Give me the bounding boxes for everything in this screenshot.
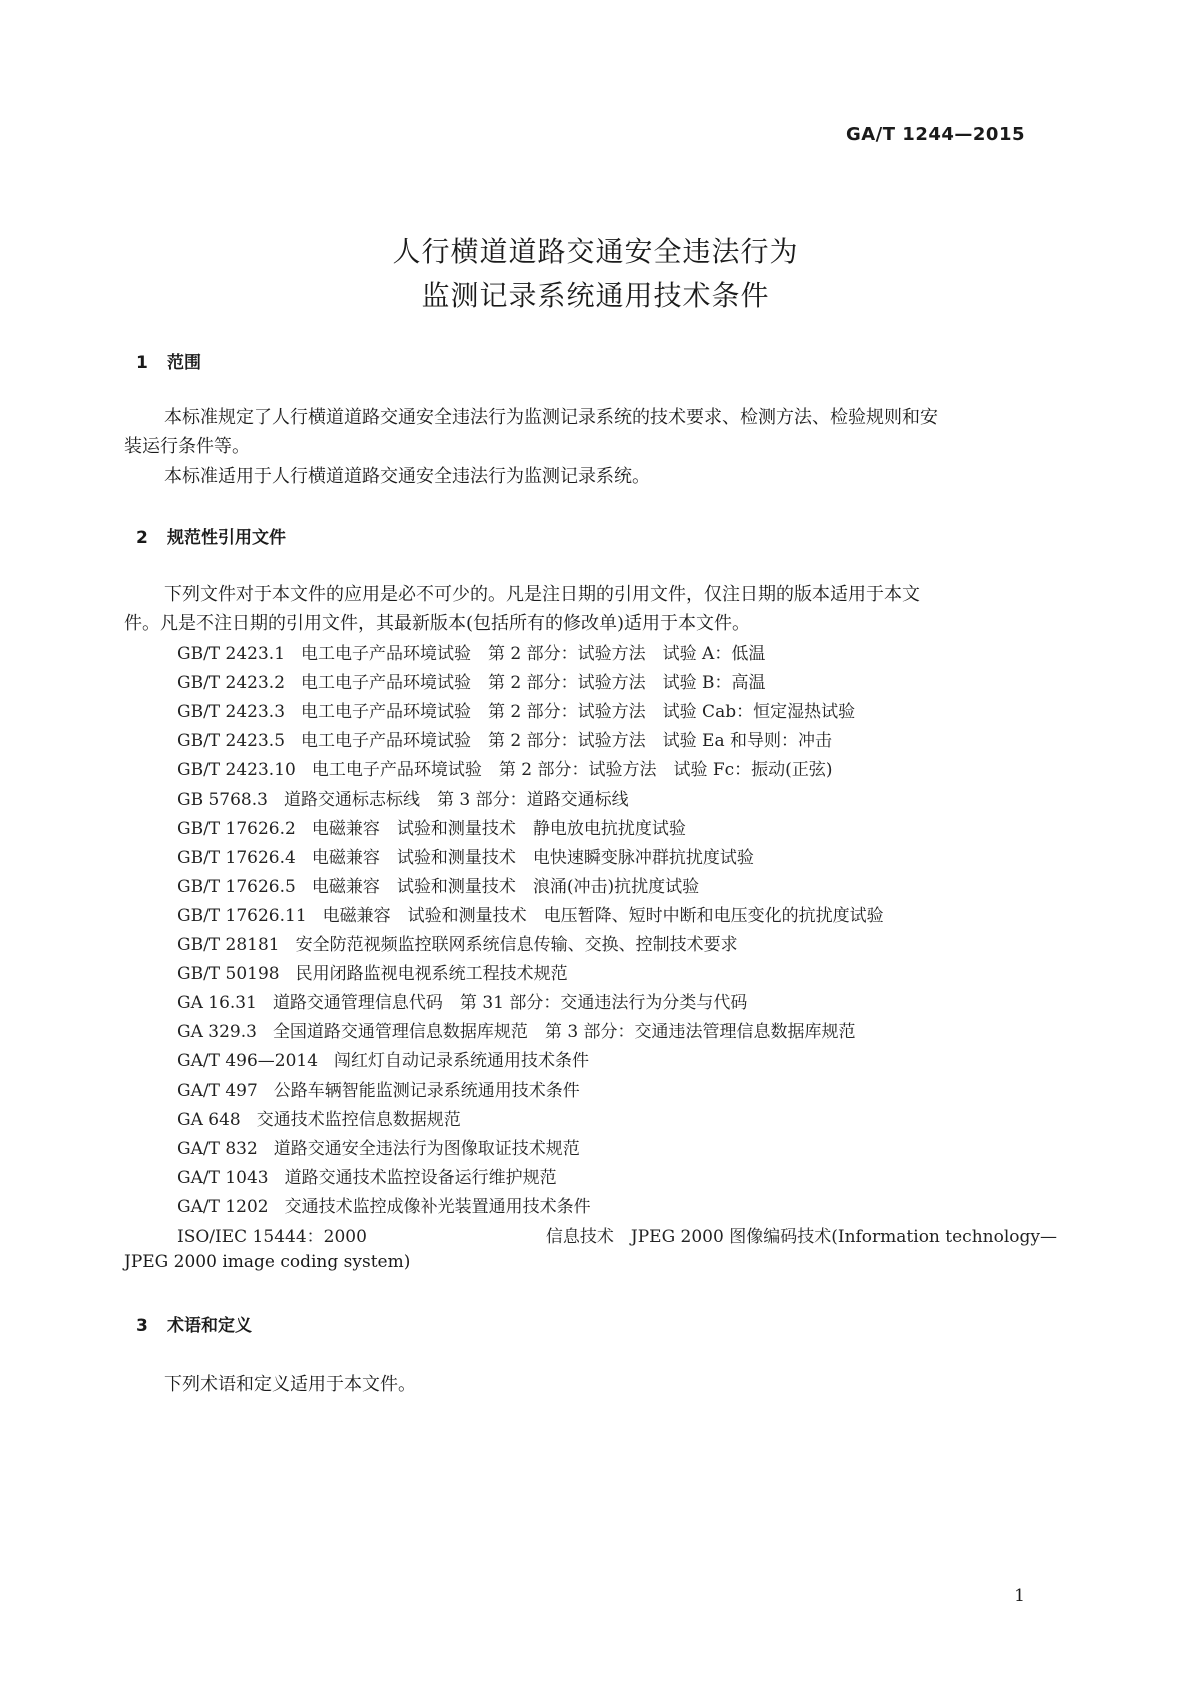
reference-code: GA 329.3 (177, 1022, 257, 1042)
reference-code: GA 16.31 (177, 993, 257, 1013)
reference-code: GB/T 2423.3 (177, 702, 286, 722)
document-title-line1: 人行横道道路交通安全违法行为 (392, 235, 799, 268)
reference-item (177, 1163, 557, 1188)
reference-title: 全国道路交通管理信息数据库规范 第 3 部分：交通违法管理信息数据库规范 (272, 1022, 856, 1042)
standard-code: GA/T 1244—2015 (845, 124, 1025, 145)
reference-code: GB/T 2423.1 (177, 644, 286, 664)
section-1-paragraph-1-line-1: 本标准规定了人行横道道路交通安全违法行为监测记录系统的技术要求、检测方法、检验规则和安 (164, 407, 938, 428)
reference-item-iso (177, 1222, 1057, 1247)
reference-code: GA/T 496—2014 (177, 1051, 319, 1071)
reference-item (177, 785, 629, 810)
reference-item (177, 726, 832, 751)
reference-item (177, 988, 747, 1013)
section-2-heading (136, 523, 286, 548)
reference-title: 闯红灯自动记录系统通用技术条件 (334, 1051, 590, 1071)
reference-code: GA/T 497 (177, 1081, 258, 1101)
reference-code: GA 648 (177, 1110, 241, 1130)
reference-title: 电工电子产品环境试验 第 2 部分：试验方法 试验 Fc：振动(正弦) (311, 760, 833, 780)
reference-item (177, 1017, 856, 1042)
reference-item (177, 901, 884, 926)
reference-item (177, 1105, 461, 1130)
reference-code: GB/T 28181 (177, 935, 280, 955)
reference-code: GB/T 17626.2 (177, 819, 296, 839)
reference-title: 道路交通管理信息代码 第 31 部分：交通违法行为分类与代码 (272, 993, 748, 1013)
reference-title: 电工电子产品环境试验 第 2 部分：试验方法 试验 Cab：恒定湿热试验 (301, 702, 856, 722)
reference-title: 电工电子产品环境试验 第 2 部分：试验方法 试验 B：高温 (301, 673, 766, 693)
section-number: 2 (136, 528, 148, 548)
reference-code: ISO/IEC 15444：2000 (177, 1227, 367, 1247)
reference-code: GA/T 1043 (177, 1168, 269, 1188)
section-2-intro-line-1: 下列文件对于本文件的应用是必不可少的。凡是注日期的引用文件，仅注日期的版本适用于本文 (164, 584, 920, 605)
reference-code: GB/T 2423.10 (177, 760, 296, 780)
reference-title: 电工电子产品环境试验 第 2 部分：试验方法 试验 A：低温 (301, 644, 766, 664)
section-1-paragraph-2: 本标准适用于人行横道道路交通安全违法行为监测记录系统。 (164, 466, 650, 487)
section-number: 1 (136, 353, 148, 373)
section-title: 范围 (167, 353, 201, 373)
reference-title: 道路交通技术监控设备运行维护规范 (284, 1168, 557, 1188)
section-1-heading (136, 348, 201, 373)
reference-item (177, 843, 754, 868)
reference-title: 交通技术监控信息数据规范 (256, 1110, 461, 1130)
section-title: 术语和定义 (167, 1316, 252, 1336)
reference-item (177, 930, 738, 955)
reference-title: 安全防范视频监控联网系统信息传输、交换、控制技术要求 (295, 935, 738, 955)
reference-item (177, 1192, 591, 1217)
reference-item (177, 814, 686, 839)
reference-title: 道路交通标志标线 第 3 部分：道路交通标线 (283, 790, 629, 810)
reference-item (177, 872, 699, 897)
reference-title: 电磁兼容 试验和测量技术 电快速瞬变脉冲群抗扰度试验 (311, 848, 754, 868)
reference-item (177, 639, 765, 664)
reference-code: GB/T 17626.4 (177, 848, 296, 868)
reference-title: 电磁兼容 试验和测量技术 电压暂降、短时中断和电压变化的抗扰度试验 (322, 906, 884, 926)
reference-code: GB 5768.3 (177, 790, 268, 810)
reference-item (177, 1134, 580, 1159)
section-2-intro-line-2: 件。凡是不注日期的引用文件，其最新版本(包括所有的修改单)适用于本文件。 (124, 613, 751, 634)
document-title-line2: 监测记录系统通用技术条件 (421, 279, 770, 312)
reference-item (177, 1076, 580, 1101)
page-number: 1 (1014, 1586, 1025, 1606)
section-3-heading (136, 1311, 252, 1336)
reference-title: 电工电子产品环境试验 第 2 部分：试验方法 试验 Ea 和导则：冲击 (301, 731, 833, 751)
reference-iso-line-2: JPEG 2000 image coding system) (124, 1252, 411, 1272)
reference-code: GB/T 2423.2 (177, 673, 286, 693)
reference-code: GB/T 17626.5 (177, 877, 296, 897)
section-1-paragraph-1-line-2: 装运行条件等。 (124, 436, 250, 457)
reference-title: 民用闭路监视电视系统工程技术规范 (295, 964, 568, 984)
reference-item (177, 697, 855, 722)
reference-title: 电磁兼容 试验和测量技术 浪涌(冲击)抗扰度试验 (311, 877, 700, 897)
reference-code: GB/T 2423.5 (177, 731, 286, 751)
section-3-paragraph-1: 下列术语和定义适用于本文件。 (164, 1374, 416, 1395)
reference-code: GB/T 50198 (177, 964, 280, 984)
reference-item (177, 959, 568, 984)
section-title: 规范性引用文件 (167, 528, 286, 548)
reference-item (177, 668, 766, 693)
reference-code: GB/T 17626.11 (177, 906, 307, 926)
reference-title: 道路交通安全违法行为图像取证技术规范 (273, 1139, 580, 1159)
reference-title: 交通技术监控成像补光装置通用技术条件 (284, 1197, 591, 1217)
section-number: 3 (136, 1316, 148, 1336)
reference-code: GA/T 832 (177, 1139, 258, 1159)
reference-code: GA/T 1202 (177, 1197, 269, 1217)
reference-title: 信息技术 JPEG 2000 图像编码技术(Information technology— (545, 1227, 1057, 1247)
reference-title: 公路车辆智能监测记录系统通用技术条件 (273, 1081, 580, 1101)
reference-title: 电磁兼容 试验和测量技术 静电放电抗扰度试验 (311, 819, 686, 839)
reference-item (177, 1046, 589, 1071)
reference-item (177, 755, 832, 780)
